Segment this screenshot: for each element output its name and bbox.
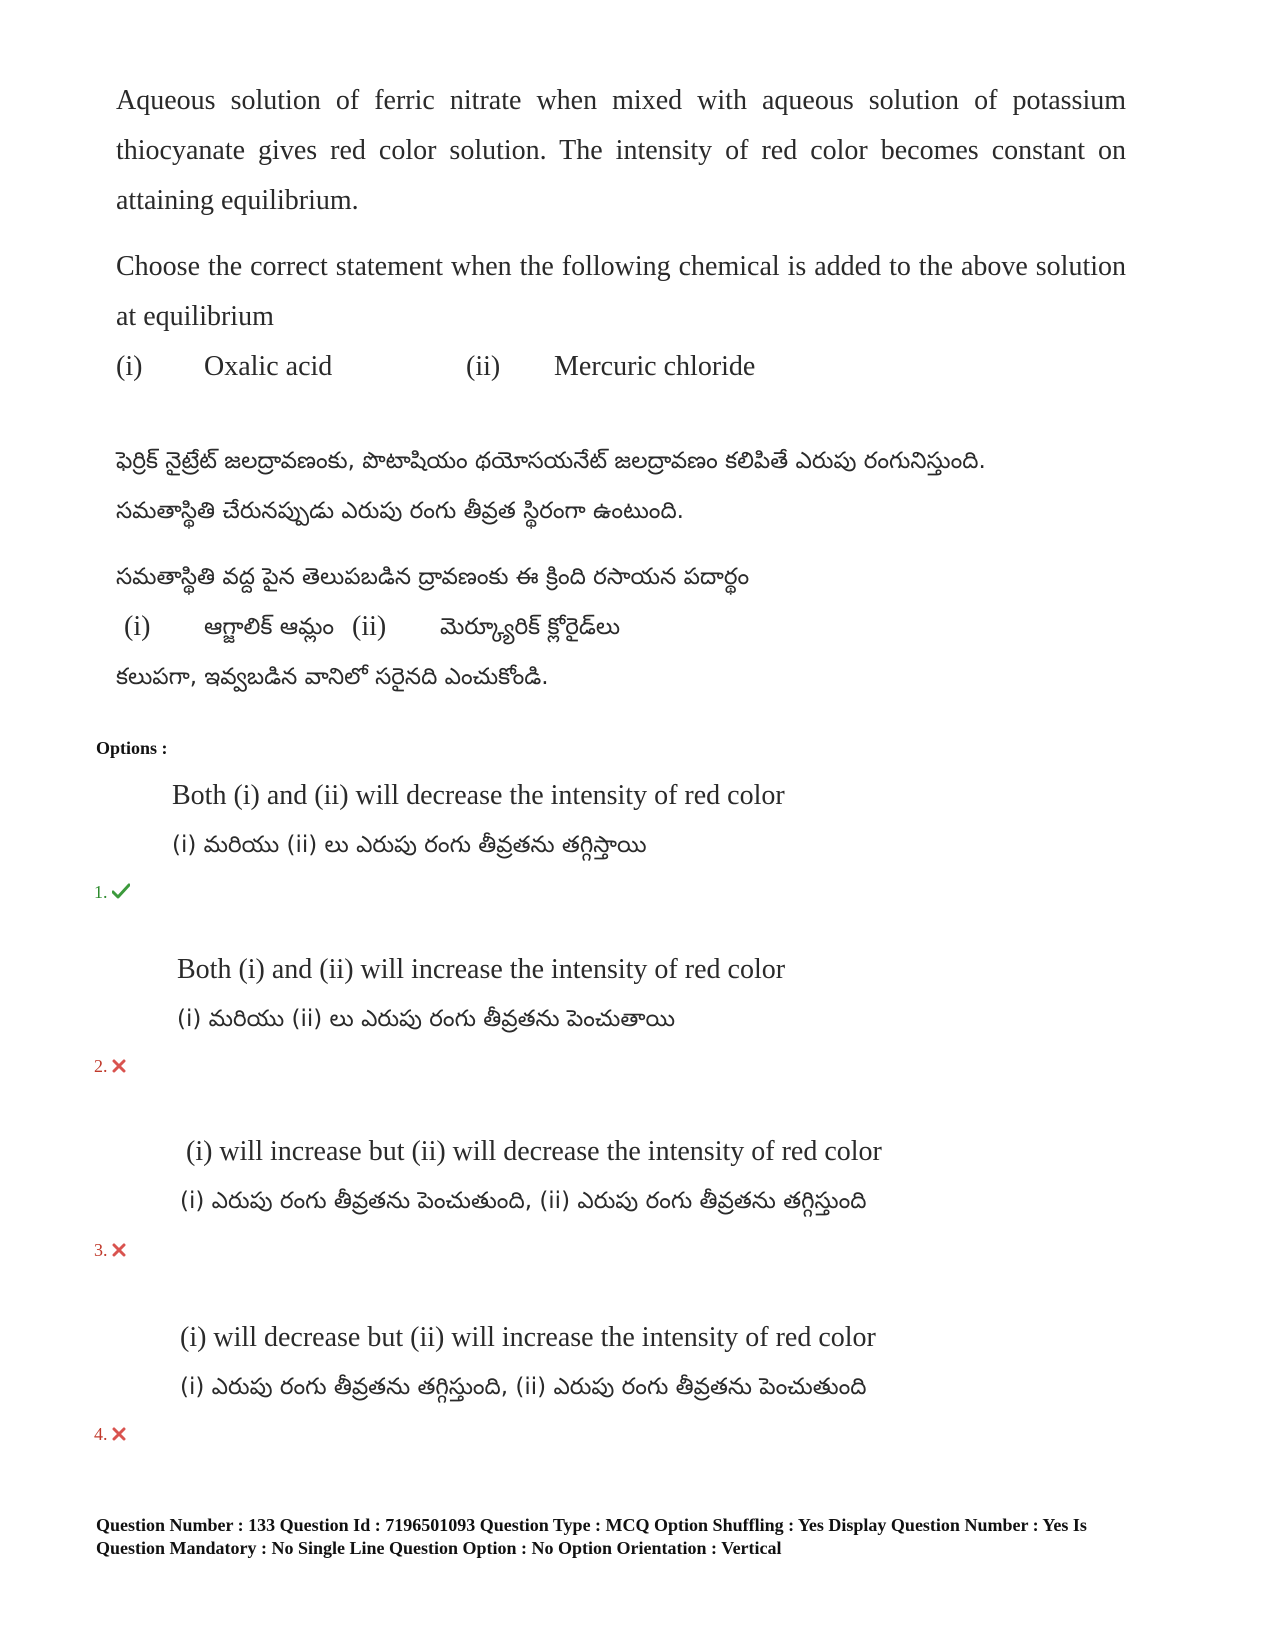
check-icon	[112, 883, 130, 904]
option-4-telugu: (i) ఎరుపు రంగు తీవ్రతను తగ్గిస్తుంది, (ii) ఎరుపు రంగు తీవ్రతను పెంచుతుంది	[180, 1374, 867, 1400]
option-3-english: (i) will increase but (ii) will decrease the intensity of red color	[186, 1136, 882, 1167]
question-items	[116, 342, 1126, 392]
option-4-number: 4.	[94, 1424, 126, 1446]
option-4-english: (i) will decrease but (ii) will increase the intensity of red color	[180, 1322, 876, 1353]
cross-icon	[112, 1241, 126, 1262]
item-2-number: (ii)	[466, 351, 501, 382]
option-2-english: Both (i) and (ii) will increase the intensity of red color	[177, 954, 786, 985]
option-1-number: 1.	[94, 882, 130, 904]
telugu-item-1-text: ఆగ్జాలిక్ ఆమ్లం	[204, 614, 335, 640]
metadata-line-2: Question Mandatory : No Single Line Question Option : No Option Orientation : Vertical	[96, 1538, 782, 1558]
telugu-line-3: సమతాస్థితి వద్ద పైన తెలుపబడిన ద్రావణంకు ఈ క్రింది రసాయన పదార్థం	[116, 564, 750, 590]
telugu-line-2: సమతాస్థితి చేరునప్పుడు ఎరుపు రంగు తీవ్రత స్థిరంగా ఉంటుంది.	[116, 498, 684, 524]
item-2-text: Mercuric chloride	[554, 351, 756, 382]
option-3-telugu: (i) ఎరుపు రంగు తీవ్రతను పెంచుతుంది, (ii) ఎరుపు రంగు తీవ్రతను తగ్గిస్తుంది	[180, 1188, 867, 1214]
question-english	[116, 76, 1126, 392]
question-paragraph-2: Choose the correct statement when the following chemical is added to the above solution at equilibrium	[116, 251, 1126, 332]
item-1-text: Oxalic acid	[204, 351, 333, 382]
telugu-item-2-number: (ii)	[352, 611, 387, 642]
option-2-telugu: (i) మరియు (ii) లు ఎరుపు రంగు తీవ్రతను పెంచుతాయి	[177, 1006, 676, 1032]
question-paragraph-1: Aqueous solution of ferric nitrate when mixed with aqueous solution of potassium thiocyanate gives red color solution. The intensity of red color becomes constant on attaining equilibrium.	[116, 85, 1126, 216]
question-metadata	[96, 1514, 1186, 1560]
item-1-number: (i)	[116, 351, 143, 382]
metadata-line-1: Question Number : 133 Question Id : 7196501093 Question Type : MCQ Option Shuffling : Yes Display Question Number : Yes Is	[96, 1515, 1087, 1535]
telugu-line-1: ఫెర్రిక్ నైట్రేట్ జలద్రావణంకు, పొటాషియం థయోసయనేట్ జలద్రావణం కలిపితే ఎరుపు రంగునిస్తుంది.	[116, 448, 986, 474]
telugu-items	[116, 602, 1126, 652]
cross-icon	[112, 1425, 126, 1446]
option-2-number: 2.	[94, 1056, 126, 1078]
telugu-item-2-text: మెర్క్యూరిక్ క్లోరైడ్‌లు	[440, 614, 621, 640]
options-label: Options :	[96, 738, 168, 758]
question-telugu	[116, 436, 1126, 702]
option-1-telugu: (i) మరియు (ii) లు ఎరుపు రంగు తీవ్రతను తగ్గిస్తాయి	[172, 832, 647, 858]
option-3-number: 3.	[94, 1240, 126, 1262]
cross-icon	[112, 1057, 126, 1078]
option-1-english: Both (i) and (ii) will decrease the intensity of red color	[172, 780, 785, 811]
telugu-line-4: కలుపగా, ఇవ్వబడిన వానిలో సరైనది ఎంచుకోండి.	[116, 664, 549, 690]
telugu-item-1-number: (i)	[124, 611, 151, 642]
